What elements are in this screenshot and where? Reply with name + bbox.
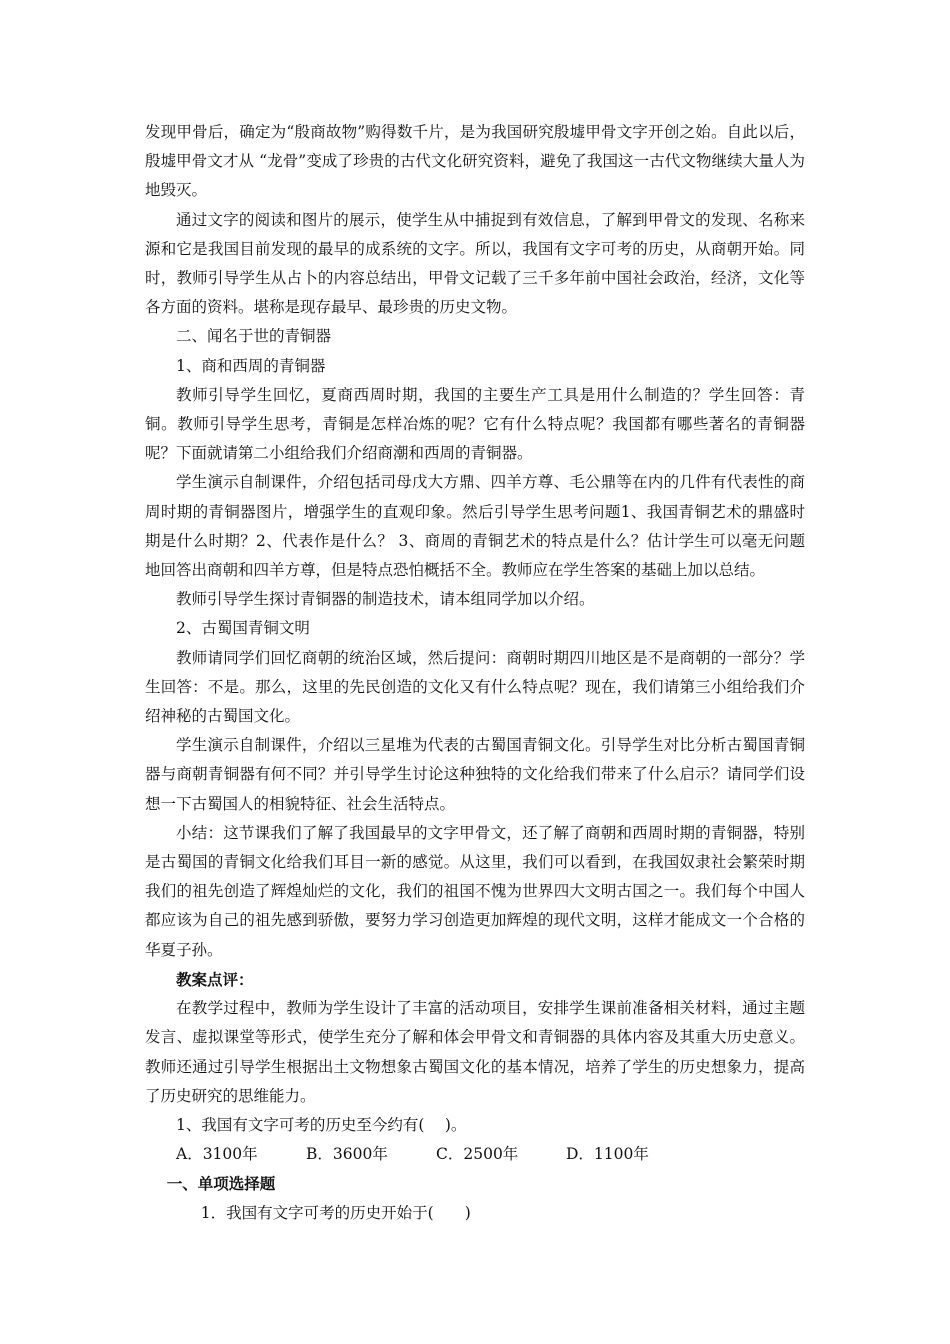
- paragraph-review: 在教学过程中，教师为学生设计了丰富的活动项目，安排学生课前准备相关材料，通过主题发言、虚拟课堂等形式，使学生充分了解和体会甲骨文和青铜器的具体内容及其重大历史意义。教师还通过引导学生根据出土文物想象古蜀国文化的基本情况，培养了学生的历史想象力，提高了历史研究的思维能力。: [145, 999, 805, 1105]
- question-2: 1．我国有文字可考的历史开始于( ): [200, 1203, 471, 1222]
- option-d: D．1100年: [566, 1145, 649, 1164]
- section-heading-single-choice: 一、单项选择题: [166, 1174, 276, 1194]
- paragraph-bronze-question: 教师引导学生回忆，夏商西周时期，我国的主要生产工具是用什么制造的？学生回答：青铜。教师引导学生思考，青铜是怎样冶炼的呢？它有什么特点呢？我国都有哪些著名的青铜器呢？下面就请第二小组给我们介绍商潮和西周的青铜器。: [145, 385, 805, 463]
- option-b: B．3600年: [306, 1145, 388, 1164]
- document-page: [145, 118, 805, 1228]
- subheading-shang-zhou-bronze: 1、商和西周的青铜器: [176, 356, 326, 375]
- section-heading-bronze: 二、闻名于世的青铜器: [176, 327, 332, 346]
- paragraph-oracle-bone-teaching: 通过文字的阅读和图片的展示，使学生从中捕捉到有效信息，了解到甲骨文的发现、名称来源和它是我国目前发现的最早的成系统的文字。所以，我国有文字可考的历史，从商朝开始。同时，教师引导学生从占卜的内容总结出，甲骨文记载了三千多年前中国社会政治，经济，文化等各方面的资料。堪称是现存最早、最珍贵的历史文物。: [145, 210, 805, 317]
- paragraph-bronze-technique: 教师引导学生探讨青铜器的制造技术，请本组同学加以介绍。: [176, 590, 595, 609]
- question-1: 1、我国有文字可考的历史至今约有( )。: [176, 1115, 467, 1134]
- subheading-shu-bronze: 2、古蜀国青铜文明: [176, 619, 310, 638]
- option-a: A．3100年: [176, 1145, 258, 1164]
- paragraph-oracle-bone-discovery: 发现甲骨后，确定为“殷商故物”购得数千片，是为我国研究殷墟甲骨文字开创之始。自此以后，殷墟甲骨文才从 “龙骨”变成了珍贵的古代文化研究资料，避免了我国这一古代文物继续大量人为地毁灭。: [145, 123, 805, 200]
- paragraph-shu-question: 教师请同学们回忆商朝的统治区域，然后提问：商朝时期四川地区是不是商朝的一部分？学生回答：不是。那么，这里的先民创造的文化又有什么特点呢？现在，我们请第三小组给我们介绍神秘的古蜀国文化。: [145, 648, 805, 726]
- question-1-options: [145, 1140, 805, 1169]
- review-heading: 教案点评：: [176, 969, 254, 989]
- paragraph-bronze-courseware: 学生演示自制课件，介绍包括司母戊大方鼎、四羊方尊、毛公鼎等在内的几件有代表性的商周时期的青铜器图片，增强学生的直观印象。然后引导学生思考问题1、我国青铜艺术的鼎盛时期是什么时期？2、代表作是什么？ 3、商周的青铜艺术的特点是什么？估计学生可以毫无问题地回答出商朝和四羊方尊，但是特点恐怕概括不全。教师应在学生答案的基础上加以总结。: [145, 473, 805, 580]
- paragraph-sanxingdui: 学生演示自制课件，介绍以三星堆为代表的古蜀国青铜文化。引导学生对比分析古蜀国青铜器与商朝青铜器有何不同？并引导学生讨论这种独特的文化给我们带来了什么启示？请同学们设想一下古蜀国人的相貌特征、社会生活特点。: [145, 736, 805, 813]
- paragraph-summary: 小结：这节课我们了解了我国最早的文字甲骨文，还了解了商朝和西周时期的青铜器，特别是古蜀国的青铜文化给我们耳目一新的感觉。从这里，我们可以看到，在我国奴隶社会繁荣时期我们的祖先创造了辉煌灿烂的文化，我们的祖国不愧为世界四大文明古国之一。我们每个中国人都应该为自己的祖先感到骄傲，要努力学习创造更加辉煌的现代文明，这样才能成文一个合格的华夏子孙。: [145, 823, 805, 959]
- option-c: C．2500年: [436, 1145, 519, 1164]
